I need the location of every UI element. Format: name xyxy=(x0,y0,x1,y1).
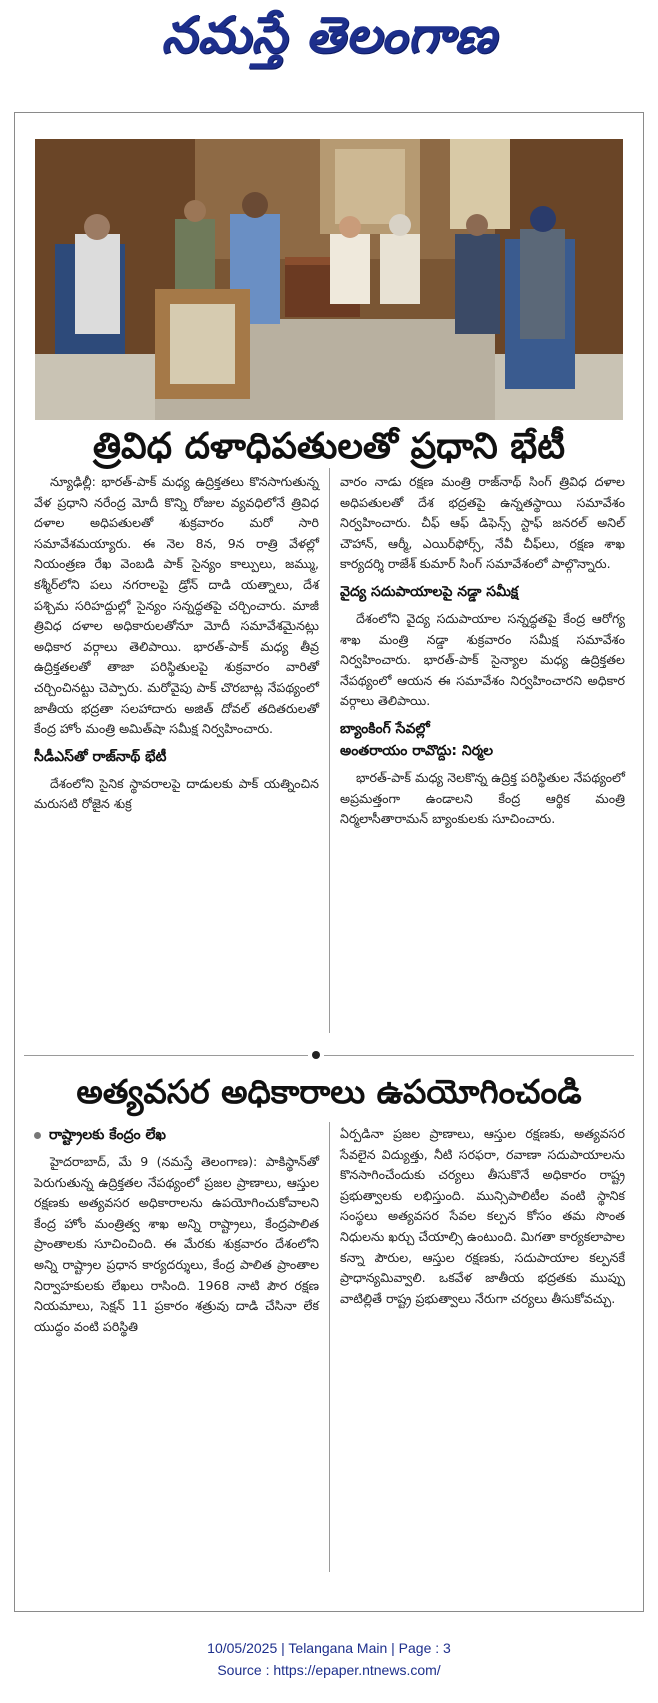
footer-date-line: 10/05/2025 | Telangana Main | Page : 3 xyxy=(207,1640,451,1656)
article1-subheading-nadda: వైద్య సదుపాయాలపై నడ్డా సమీక్ష xyxy=(340,583,519,600)
meeting-photo xyxy=(35,139,623,420)
article2-kicker-text: రాష్ట్రాలకు కేంద్రం లేఖ xyxy=(49,1127,166,1143)
article1-right-paragraph-2: దేశంలోని వైద్య సదుపాయాల సన్నద్ధతపై కేంద్ర ఆరోగ్య శాఖ మంత్రి నడ్డా శుక్రవారం సమీక్ష సమావేశం నిర్వహించారు. భారత్-పాక్ సైన్యాల మధ్య ఉద్రిక్తతల నేపథ్యంలో ఆయన ఈ సమావేశం నిర్వహించారని అధికార వర్గాలు తెలిపాయి. xyxy=(340,610,625,709)
bullet-icon xyxy=(34,1132,41,1139)
article1-left-paragraph-2: దేశంలోని సైనిక స్థావరాలపై దాడులకు పాక్ యత్నించిన మరుసటి రోజైన శుక్ర xyxy=(34,775,319,812)
column-divider xyxy=(329,468,330,1033)
footer-source-line: Source : https://epaper.ntnews.com/ xyxy=(217,1662,441,1678)
article2-kicker xyxy=(34,1124,319,1146)
separator-line-right xyxy=(324,1055,634,1056)
masthead-title: నమస్తే తెలంగాణ xyxy=(161,6,497,64)
article1-right-paragraph-3: భారత్-పాక్ మధ్య నెలకొన్న ఉద్రిక్త పరిస్థితుల నేపథ్యంలో అప్రమత్తంగా ఉండాలని కేంద్ర ఆర్థిక మంత్రి నిర్మలాసీతారామన్ బ్యాంకులకు సూచించారు. xyxy=(340,769,625,827)
article1-headline: త్రివిధ దళాధిపతులతో ప్రధాని భేటీ xyxy=(92,426,566,467)
article2-headline: అత్యవసర అధికారాలు ఉపయోగించండి xyxy=(76,1072,582,1111)
article2-right-paragraph: ఏర్పడినా ప్రజల ప్రాణాలు, ఆస్తుల రక్షణకు, అత్యవసర సేవలైన విద్యుత్తు, నీటి సరఫరా, రవాణా సదుపాయాలను కొనసాగించేందుకు చర్యలు తీసుకొనే అధికారం రాష్ట్ర ప్రభుత్వాలకు లభిస్తుంది. మున్సిపాలిటీల వంటి స్థానిక సంస్థలు అత్యవసర సేవల కల్పన కోసం తమ సొంత నిధులను ఖర్చు చేయాల్సి ఉంటుంది. మిగతా కార్యకలాపాల కన్నా పౌరుల, ఆస్తుల రక్షణకు, సదుపాయాల కల్పనకే ప్రాధాన్యమివ్వాలి. ఒకవేళ జాతీయ భద్రతకు ముప్పు వాటిల్లితే రాష్ట్ర ప్రభుత్వాలు నేరుగా చర్యలు తీసుకోవచ్చు. xyxy=(340,1126,625,1306)
column-divider-2 xyxy=(329,1122,330,1572)
article1-left-paragraph: న్యూఢిల్లీ: భారత్-పాక్ మధ్య ఉద్రిక్తతలు కొనసాగుతున్న వేళ ప్రధాని నరేంద్ర మోదీ కొన్ని రోజుల వ్యవధిలోనే త్రివిధ దళాల అధిపతులతో శుక్రవారం మరో సారి సమావేశమయ్యారు. ఈ నెల 8న, 9న రాత్రి వేళల్లో నియంత్రణ రేఖ వెంబడి పాక్ సైన్యం కాల్పులు, జమ్ము, కశ్మీర్‌లోని పలు నగరాలపై డ్రోన్ దాడి యత్నాలు, దేశ పశ్చిమ సరిహద్దుల్లో సైన్యం సన్నద్ధతపై చర్చించారు. మాజీ త్రివిధ దళాల అధికారులతోనూ మోదీ సమావేశమైనట్లు అధికార వర్గాలు తెలిపాయి. భారత్-పాక్ మధ్య తీవ్ర ఉద్రిక్తతలతో తాజా పరిస్థితులపై శుక్రవారం వారితో చర్చించినట్టు చెప్పారు. మరోవైపు పాక్ చొరబాట్ల నేపథ్యంలో జాతీయ భద్రతా సలహాదారు అజిత్ దోవల్ తదితరులతో కేంద్ర హోం మంత్రి అమిత్‌షా సమీక్ష నిర్వహించారు. xyxy=(34,474,319,737)
separator-dot xyxy=(312,1051,320,1059)
article1-subheading-cds: సీడీఎస్‌తో రాజ్‌నాథ్ భేటీ xyxy=(34,748,167,765)
article1-right-column xyxy=(340,472,625,836)
article1-subheading-banking-2: అంతరాయం రావొద్దు: నిర్మల xyxy=(340,742,494,759)
article2-right-column xyxy=(340,1124,625,1315)
separator-line-left xyxy=(24,1055,308,1056)
article2-left-column xyxy=(34,1124,319,1343)
article1-right-paragraph: వారం నాడు రక్షణ మంత్రి రాజ్‌నాథ్ సింగ్ త్రివిధ దళాల అధిపతులతో దేశ భద్రతపై ఉన్నతస్థాయి సమావేశం నిర్వహించారు. చీఫ్ ఆఫ్ డిఫెన్స్ స్టాఫ్ జనరల్ అనిల్ చౌహాన్, ఆర్మీ, ఎయిర్‌ఫోర్స్, నేవీ చీఫ్‌లు, రక్షణ శాఖ కార్యదర్శి రాజేశ్ కుమార్ సింగ్ సమావేశంలో పాల్గొన్నారు. xyxy=(340,474,625,572)
article1-left-column xyxy=(34,472,319,821)
article2-left-paragraph: హైదరాబాద్, మే 9 (నమస్తే తెలంగాణ): పాకిస్థాన్‌తో పెరుగుతున్న ఉద్రిక్తతల నేపథ్యంలో ప్రజల ప్రాణాలు, ఆస్తుల రక్షణకు అత్యవసర అధికారాలను ఉపయోగించుకోవాలని కేంద్ర హోం మంత్రిత్వ శాఖ అన్ని రాష్ట్రాలు, కేంద్రపాలిత ప్రాంతాలకు సూచించింది. ఈ మేరకు శుక్రవారం దేశంలోని అన్ని రాష్ట్రాల ప్రధాన కార్యదర్శులు, కేంద్ర పాలిత ప్రాంతాల నిర్వాహకులకు లేఖలు రాసింది. 1968 నాటి పౌర రక్షణ నియమాలు, సెక్షన్ 11 ప్రకారం శత్రువు దాడి చేసినా లేక యుద్ధం వంటి పరిస్థితి xyxy=(34,1154,319,1334)
article1-subheading-banking-1: బ్యాంకింగ్ సేవల్లో xyxy=(340,720,430,737)
masthead xyxy=(0,0,658,78)
